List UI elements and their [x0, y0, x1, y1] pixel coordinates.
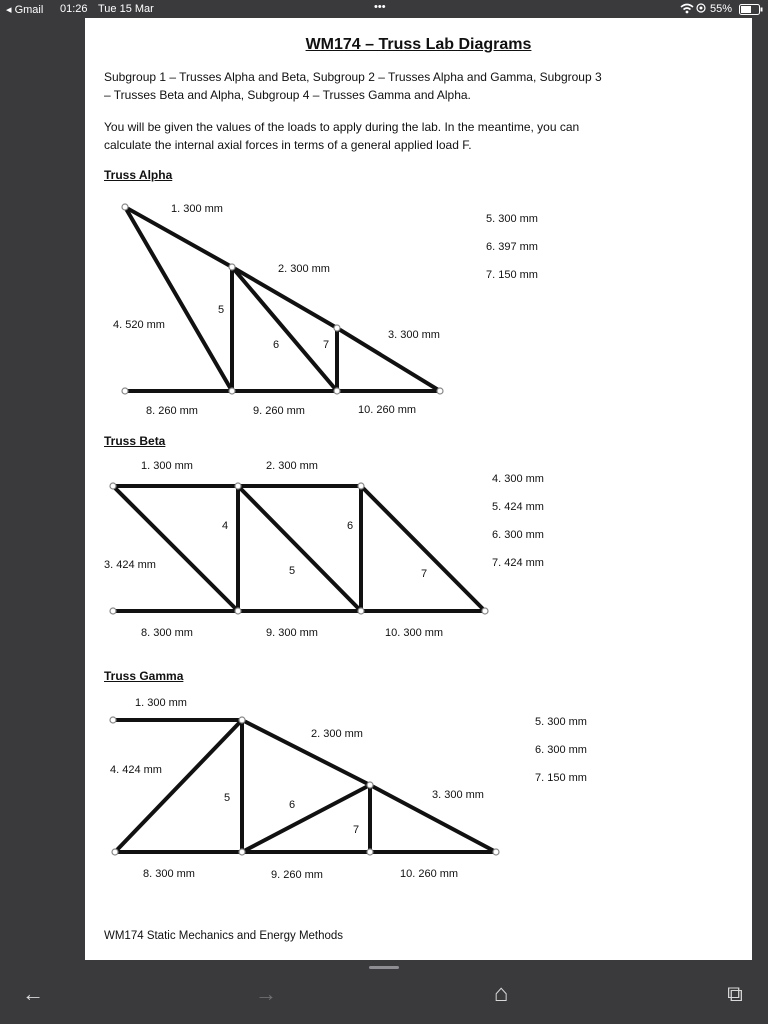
truss-gamma-diagram: [85, 18, 752, 960]
alpha-member-5-number: 5: [218, 304, 225, 316]
alpha-member-4-label: 4. 520 mm: [113, 319, 165, 331]
gamma-list-item: 6. 300 mm: [535, 744, 587, 756]
gamma-member-4-label: 4. 424 mm: [110, 764, 162, 776]
alpha-list-item: 6. 397 mm: [486, 241, 538, 253]
document-page: [85, 18, 752, 960]
tabs-icon[interactable]: ⧉: [727, 981, 743, 1006]
beta-member-7-number: 7: [421, 568, 428, 580]
beta-member-4-number: 4: [222, 520, 229, 532]
alpha-member-10-label: 10. 260 mm: [358, 404, 417, 416]
gamma-member-6-number: 6: [289, 799, 296, 811]
beta-list-item: 4. 300 mm: [492, 473, 544, 485]
page-footer: WM174 Static Mechanics and Energy Methods: [104, 930, 344, 942]
beta-member-3-label: 3. 424 mm: [104, 559, 156, 571]
beta-member-6-number: 6: [347, 520, 354, 532]
gamma-member-7-number: 7: [353, 824, 360, 836]
page-title: WM174 – Truss Lab Diagrams: [305, 36, 532, 53]
para-line: – Trusses Beta and Alpha, Subgroup 4 – Trusses Gamma and Alpha.: [104, 88, 471, 102]
beta-list-item: 6. 300 mm: [492, 529, 544, 541]
battery-icon: [739, 4, 763, 18]
alpha-member-1-label: 1. 300 mm: [171, 203, 223, 215]
beta-list-item: 5. 424 mm: [492, 501, 544, 513]
wifi-icon: [680, 3, 694, 17]
beta-member-10-label: 10. 300 mm: [385, 627, 444, 639]
status-bar: [0, 0, 768, 18]
alpha-member-7-number: 7: [323, 339, 330, 351]
alpha-member-6-number: 6: [273, 339, 280, 351]
location-icon: [696, 3, 706, 16]
back-arrow-icon[interactable]: ←: [22, 981, 44, 1006]
para-line: Subgroup 1 – Trusses Alpha and Beta, Subgroup 2 – Trusses Alpha and Gamma, Subgroup 3: [104, 70, 602, 84]
status-date: Tue 15 Mar: [98, 3, 154, 15]
para-line: You will be given the values of the loads to apply during the lab. In the meantime, you can: [104, 120, 580, 134]
beta-member-5-number: 5: [289, 565, 296, 577]
multitask-dots[interactable]: •••: [374, 1, 386, 13]
home-icon[interactable]: ⌂: [493, 980, 509, 1007]
gamma-member-1-label: 1. 300 mm: [135, 697, 187, 709]
truss-alpha-heading: Truss Alpha: [104, 168, 173, 182]
gamma-list-item: 5. 300 mm: [535, 716, 587, 728]
beta-list-item: 7. 424 mm: [492, 557, 544, 569]
truss-gamma-heading: Truss Gamma: [104, 669, 184, 683]
bottom-toolbar: [0, 960, 768, 1024]
beta-member-8-label: 8. 300 mm: [141, 627, 193, 639]
drag-handle[interactable]: [369, 966, 399, 969]
beta-member-2-label: 2. 300 mm: [266, 460, 318, 472]
alpha-list-item: 7. 150 mm: [486, 269, 538, 281]
para-line: calculate the internal axial forces in terms of a general applied load F.: [104, 138, 472, 152]
alpha-member-8-label: 8. 260 mm: [146, 405, 198, 417]
gamma-list-item: 7. 150 mm: [535, 772, 587, 784]
gamma-member-5-number: 5: [224, 792, 231, 804]
gamma-member-9-label: 9. 260 mm: [271, 869, 323, 881]
alpha-member-9-label: 9. 260 mm: [253, 405, 305, 417]
gamma-member-10-label: 10. 260 mm: [400, 868, 459, 880]
forward-arrow-icon[interactable]: →: [255, 981, 277, 1006]
back-to-app-link[interactable]: ◂ Gmail: [6, 4, 44, 16]
status-time: 01:26: [60, 3, 88, 15]
alpha-list-item: 5. 300 mm: [486, 213, 538, 225]
beta-member-9-label: 9. 300 mm: [266, 627, 318, 639]
gamma-member-8-label: 8. 300 mm: [143, 868, 195, 880]
alpha-member-3-label: 3. 300 mm: [388, 329, 440, 341]
alpha-member-2-label: 2. 300 mm: [278, 263, 330, 275]
truss-beta-heading: Truss Beta: [104, 434, 166, 448]
gamma-member-3-label: 3. 300 mm: [432, 789, 484, 801]
gamma-member-2-label: 2. 300 mm: [311, 728, 363, 740]
beta-member-1-label: 1. 300 mm: [141, 460, 193, 472]
battery-percent: 55%: [710, 3, 733, 15]
